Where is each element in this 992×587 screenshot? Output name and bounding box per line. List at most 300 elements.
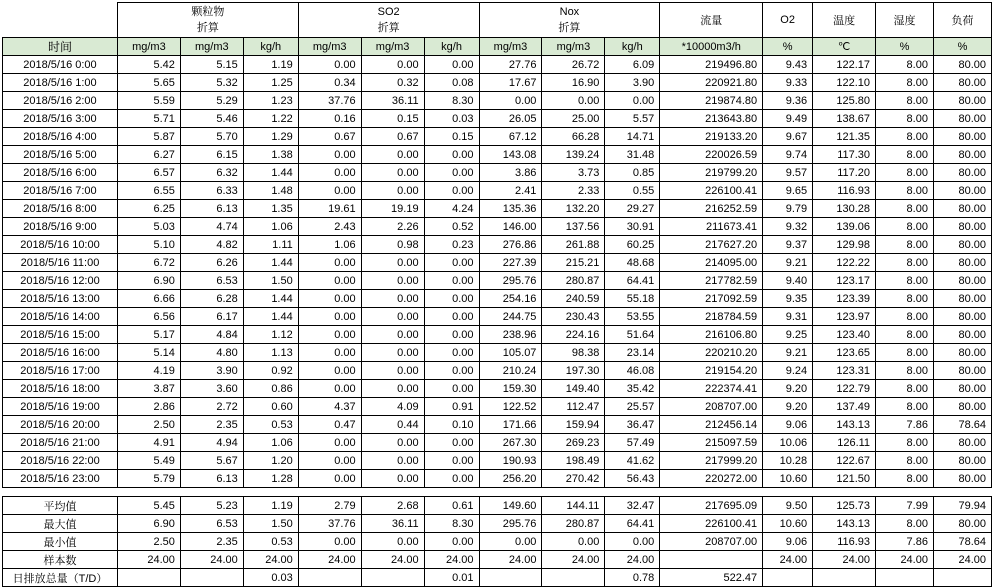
cell-value: 80.00 <box>933 362 991 380</box>
summary-value: 24.00 <box>542 551 605 569</box>
cell-value: 98.38 <box>542 344 605 362</box>
cell-value: 1.29 <box>243 128 298 146</box>
cell-value: 0.00 <box>298 470 361 488</box>
cell-value: 0.92 <box>243 362 298 380</box>
cell-time: 2018/5/16 13:00 <box>3 290 118 308</box>
cell-value: 123.97 <box>813 308 876 326</box>
cell-value: 0.52 <box>424 218 479 236</box>
cell-value: 1.06 <box>243 218 298 236</box>
group-header-o2: O2 <box>763 3 813 38</box>
cell-value: 2.35 <box>180 416 243 434</box>
cell-value: 36.11 <box>361 92 424 110</box>
group-header-row <box>3 3 992 38</box>
cell-time: 2018/5/16 23:00 <box>3 470 118 488</box>
cell-value: 0.00 <box>361 380 424 398</box>
cell-value: 8.00 <box>876 290 934 308</box>
cell-value: 9.67 <box>763 128 813 146</box>
summary-value: 7.99 <box>876 497 934 515</box>
cell-value: 0.00 <box>298 254 361 272</box>
cell-value: 80.00 <box>933 290 991 308</box>
daily-total-value: 0.78 <box>605 569 660 587</box>
cell-value: 2.50 <box>117 416 180 434</box>
cell-value: 6.13 <box>180 200 243 218</box>
summary-rows <box>3 497 992 587</box>
cell-value: 0.00 <box>298 380 361 398</box>
cell-time: 2018/5/16 8:00 <box>3 200 118 218</box>
cell-value: 25.57 <box>605 398 660 416</box>
cell-value: 1.20 <box>243 452 298 470</box>
cell-value: 56.43 <box>605 470 660 488</box>
cell-value: 295.76 <box>479 272 542 290</box>
cell-value: 4.80 <box>180 344 243 362</box>
summary-value: 143.13 <box>813 515 876 533</box>
cell-value: 4.09 <box>361 398 424 416</box>
cell-value: 0.00 <box>424 164 479 182</box>
cell-value: 6.13 <box>180 470 243 488</box>
cell-value: 5.87 <box>117 128 180 146</box>
cell-value: 1.35 <box>243 200 298 218</box>
cell-value: 9.35 <box>763 290 813 308</box>
cell-value: 36.47 <box>605 416 660 434</box>
column-header-unit-3: kg/h <box>243 38 298 56</box>
table-row <box>3 344 992 362</box>
cell-value: 0.53 <box>243 416 298 434</box>
spacer-cell <box>3 488 992 497</box>
cell-value: 37.76 <box>298 92 361 110</box>
summary-value <box>660 551 763 569</box>
cell-value: 122.10 <box>813 74 876 92</box>
cell-value: 8.00 <box>876 308 934 326</box>
cell-value: 0.00 <box>298 452 361 470</box>
cell-value: 208707.00 <box>660 398 763 416</box>
cell-value: 238.96 <box>479 326 542 344</box>
summary-value: 78.64 <box>933 533 991 551</box>
cell-value: 139.24 <box>542 146 605 164</box>
cell-value: 0.00 <box>424 272 479 290</box>
cell-time: 2018/5/16 6:00 <box>3 164 118 182</box>
cell-value: 261.88 <box>542 236 605 254</box>
cell-value: 222374.41 <box>660 380 763 398</box>
cell-value: 219133.20 <box>660 128 763 146</box>
cell-value: 190.93 <box>479 452 542 470</box>
cell-value: 9.74 <box>763 146 813 164</box>
cell-value: 126.11 <box>813 434 876 452</box>
cell-value: 138.67 <box>813 110 876 128</box>
cell-value: 9.31 <box>763 308 813 326</box>
cell-value: 9.20 <box>763 398 813 416</box>
cell-value: 269.23 <box>542 434 605 452</box>
cell-value: 80.00 <box>933 452 991 470</box>
cell-value: 1.48 <box>243 182 298 200</box>
cell-value: 5.32 <box>180 74 243 92</box>
cell-time: 2018/5/16 10:00 <box>3 236 118 254</box>
cell-value: 0.00 <box>424 344 479 362</box>
cell-time: 2018/5/16 1:00 <box>3 74 118 92</box>
daily-total-value <box>813 569 876 587</box>
summary-value: 5.45 <box>117 497 180 515</box>
cell-value: 8.00 <box>876 434 934 452</box>
cell-value: 57.49 <box>605 434 660 452</box>
cell-value: 4.94 <box>180 434 243 452</box>
cell-value: 1.06 <box>298 236 361 254</box>
column-header-unit-13: % <box>876 38 934 56</box>
cell-value: 9.25 <box>763 326 813 344</box>
cell-value: 8.00 <box>876 272 934 290</box>
cell-value: 226100.41 <box>660 182 763 200</box>
daily-total-value <box>933 569 991 587</box>
cell-value: 1.23 <box>243 92 298 110</box>
summary-value: 280.87 <box>542 515 605 533</box>
cell-value: 220272.00 <box>660 470 763 488</box>
cell-value: 2.86 <box>117 398 180 416</box>
group-header-load: 负荷 <box>933 3 991 38</box>
column-header-unit-4: mg/m3 <box>298 38 361 56</box>
cell-value: 6.27 <box>117 146 180 164</box>
cell-value: 227.39 <box>479 254 542 272</box>
cell-value: 0.00 <box>298 272 361 290</box>
cell-value: 4.24 <box>424 200 479 218</box>
table-row <box>3 452 992 470</box>
cell-value: 0.00 <box>361 308 424 326</box>
cell-value: 0.00 <box>424 56 479 74</box>
cell-value: 80.00 <box>933 56 991 74</box>
cell-time: 2018/5/16 14:00 <box>3 308 118 326</box>
cell-value: 5.42 <box>117 56 180 74</box>
cell-time: 2018/5/16 18:00 <box>3 380 118 398</box>
summary-value: 6.53 <box>180 515 243 533</box>
column-header-unit-2: mg/m3 <box>180 38 243 56</box>
cell-value: 80.00 <box>933 110 991 128</box>
cell-value: 6.55 <box>117 182 180 200</box>
cell-value: 9.49 <box>763 110 813 128</box>
cell-time: 2018/5/16 0:00 <box>3 56 118 74</box>
column-header-unit-1: mg/m3 <box>117 38 180 56</box>
cell-value: 80.00 <box>933 182 991 200</box>
cell-value: 6.66 <box>117 290 180 308</box>
cell-value: 217999.20 <box>660 452 763 470</box>
group-header-blank <box>3 3 118 38</box>
cell-time: 2018/5/16 17:00 <box>3 362 118 380</box>
cell-value: 121.50 <box>813 470 876 488</box>
table-row <box>3 416 992 434</box>
group-header-flow: 流量 <box>660 3 763 38</box>
summary-value: 226100.41 <box>660 515 763 533</box>
group-name-so2: SO2 <box>377 6 400 18</box>
group-name-nox: Nox <box>559 6 580 18</box>
cell-time: 2018/5/16 16:00 <box>3 344 118 362</box>
summary-value: 24.00 <box>933 551 991 569</box>
cell-value: 0.00 <box>424 308 479 326</box>
cell-value: 5.14 <box>117 344 180 362</box>
cell-value: 6.25 <box>117 200 180 218</box>
cell-value: 270.42 <box>542 470 605 488</box>
cell-value: 3.60 <box>180 380 243 398</box>
cell-value: 5.71 <box>117 110 180 128</box>
cell-value: 80.00 <box>933 236 991 254</box>
cell-value: 55.18 <box>605 290 660 308</box>
daily-total-value <box>763 569 813 587</box>
summary-value: 125.73 <box>813 497 876 515</box>
summary-value: 24.00 <box>424 551 479 569</box>
cell-value: 4.19 <box>117 362 180 380</box>
column-header-unit-12: ℃ <box>813 38 876 56</box>
cell-value: 1.22 <box>243 110 298 128</box>
cell-value: 1.44 <box>243 164 298 182</box>
cell-value: 276.86 <box>479 236 542 254</box>
cell-value: 267.30 <box>479 434 542 452</box>
cell-value: 9.24 <box>763 362 813 380</box>
cell-value: 3.73 <box>542 164 605 182</box>
cell-value: 6.72 <box>117 254 180 272</box>
cell-value: 67.12 <box>479 128 542 146</box>
daily-total-value <box>876 569 934 587</box>
cell-value: 80.00 <box>933 146 991 164</box>
cell-value: 80.00 <box>933 272 991 290</box>
cell-value: 6.28 <box>180 290 243 308</box>
cell-value: 2.72 <box>180 398 243 416</box>
cell-value: 219154.20 <box>660 362 763 380</box>
cell-value: 8.00 <box>876 344 934 362</box>
cell-value: 9.43 <box>763 56 813 74</box>
cell-value: 0.00 <box>298 326 361 344</box>
cell-value: 1.44 <box>243 308 298 326</box>
cell-value: 8.00 <box>876 380 934 398</box>
cell-value: 0.67 <box>361 128 424 146</box>
summary-value: 2.68 <box>361 497 424 515</box>
cell-value: 0.00 <box>424 290 479 308</box>
summary-value: 2.50 <box>117 533 180 551</box>
cell-value: 0.00 <box>542 92 605 110</box>
cell-value: 0.00 <box>424 434 479 452</box>
cell-value: 159.94 <box>542 416 605 434</box>
daily-total-value: 0.03 <box>243 569 298 587</box>
cell-value: 0.00 <box>361 344 424 362</box>
cell-value: 0.44 <box>361 416 424 434</box>
cell-value: 5.49 <box>117 452 180 470</box>
cell-value: 9.65 <box>763 182 813 200</box>
cell-value: 9.37 <box>763 236 813 254</box>
cell-value: 1.44 <box>243 254 298 272</box>
cell-value: 4.84 <box>180 326 243 344</box>
cell-value: 1.11 <box>243 236 298 254</box>
cell-value: 5.10 <box>117 236 180 254</box>
summary-value: 0.00 <box>298 533 361 551</box>
group-header-so2 <box>298 3 479 38</box>
cell-value: 146.00 <box>479 218 542 236</box>
summary-value: 80.00 <box>933 515 991 533</box>
summary-value: 9.06 <box>763 533 813 551</box>
cell-value: 122.22 <box>813 254 876 272</box>
summary-row <box>3 515 992 533</box>
cell-time: 2018/5/16 15:00 <box>3 326 118 344</box>
cell-value: 17.67 <box>479 74 542 92</box>
cell-value: 117.30 <box>813 146 876 164</box>
cell-value: 80.00 <box>933 200 991 218</box>
cell-value: 9.06 <box>763 416 813 434</box>
cell-value: 0.00 <box>424 254 479 272</box>
group-header-nox <box>479 3 660 38</box>
summary-value: 24.00 <box>876 551 934 569</box>
cell-value: 123.65 <box>813 344 876 362</box>
cell-value: 0.00 <box>605 92 660 110</box>
cell-value: 8.00 <box>876 218 934 236</box>
table-row <box>3 218 992 236</box>
cell-value: 41.62 <box>605 452 660 470</box>
cell-value: 0.00 <box>361 146 424 164</box>
cell-value: 27.76 <box>479 56 542 74</box>
cell-value: 135.36 <box>479 200 542 218</box>
column-header-unit-5: mg/m3 <box>361 38 424 56</box>
cell-value: 80.00 <box>933 434 991 452</box>
cell-value: 23.14 <box>605 344 660 362</box>
cell-value: 14.71 <box>605 128 660 146</box>
summary-row <box>3 551 992 569</box>
cell-value: 1.44 <box>243 290 298 308</box>
summary-value: 0.61 <box>424 497 479 515</box>
cell-value: 0.00 <box>361 470 424 488</box>
cell-value: 0.67 <box>298 128 361 146</box>
cell-value: 215097.59 <box>660 434 763 452</box>
table-row <box>3 182 992 200</box>
cell-value: 6.53 <box>180 272 243 290</box>
cell-value: 217627.20 <box>660 236 763 254</box>
cell-value: 6.90 <box>117 272 180 290</box>
cell-value: 9.32 <box>763 218 813 236</box>
column-header-unit-7: mg/m3 <box>479 38 542 56</box>
cell-value: 143.13 <box>813 416 876 434</box>
cell-value: 6.17 <box>180 308 243 326</box>
summary-label: 样本数 <box>3 551 118 569</box>
cell-value: 80.00 <box>933 308 991 326</box>
summary-value: 217695.09 <box>660 497 763 515</box>
cell-value: 198.49 <box>542 452 605 470</box>
cell-time: 2018/5/16 2:00 <box>3 92 118 110</box>
cell-value: 1.38 <box>243 146 298 164</box>
summary-value: 0.00 <box>424 533 479 551</box>
cell-time: 2018/5/16 20:00 <box>3 416 118 434</box>
summary-value: 10.60 <box>763 515 813 533</box>
cell-value: 240.59 <box>542 290 605 308</box>
cell-value: 117.20 <box>813 164 876 182</box>
cell-value: 3.90 <box>605 74 660 92</box>
cell-value: 116.93 <box>813 182 876 200</box>
cell-value: 6.32 <box>180 164 243 182</box>
column-header-unit-10: *10000m3/h <box>660 38 763 56</box>
column-header-time: 时间 <box>3 38 118 56</box>
cell-time: 2018/5/16 4:00 <box>3 128 118 146</box>
table-row <box>3 290 992 308</box>
cell-value: 8.00 <box>876 452 934 470</box>
cell-value: 6.15 <box>180 146 243 164</box>
cell-value: 0.00 <box>298 56 361 74</box>
cell-value: 0.00 <box>298 146 361 164</box>
cell-value: 5.79 <box>117 470 180 488</box>
cell-value: 216106.80 <box>660 326 763 344</box>
cell-value: 0.00 <box>361 326 424 344</box>
table-row <box>3 92 992 110</box>
table-row <box>3 308 992 326</box>
cell-value: 0.55 <box>605 182 660 200</box>
cell-value: 8.00 <box>876 146 934 164</box>
cell-time: 2018/5/16 5:00 <box>3 146 118 164</box>
cell-value: 5.29 <box>180 92 243 110</box>
table-spacer <box>3 488 992 497</box>
cell-value: 80.00 <box>933 128 991 146</box>
cell-value: 80.00 <box>933 218 991 236</box>
cell-value: 149.40 <box>542 380 605 398</box>
daily-total-value <box>180 569 243 587</box>
cell-value: 8.00 <box>876 254 934 272</box>
cell-value: 3.90 <box>180 362 243 380</box>
cell-value: 30.91 <box>605 218 660 236</box>
summary-value: 0.00 <box>542 533 605 551</box>
cell-value: 130.28 <box>813 200 876 218</box>
summary-label: 平均值 <box>3 497 118 515</box>
cell-value: 5.65 <box>117 74 180 92</box>
cell-value: 220921.80 <box>660 74 763 92</box>
cell-value: 215.21 <box>542 254 605 272</box>
cell-value: 122.79 <box>813 380 876 398</box>
summary-value: 24.00 <box>180 551 243 569</box>
summary-value: 2.79 <box>298 497 361 515</box>
cell-value: 122.52 <box>479 398 542 416</box>
cell-value: 8.00 <box>876 236 934 254</box>
cell-value: 80.00 <box>933 398 991 416</box>
cell-value: 0.00 <box>424 452 479 470</box>
cell-value: 8.30 <box>424 92 479 110</box>
cell-value: 8.00 <box>876 200 934 218</box>
cell-value: 9.20 <box>763 380 813 398</box>
summary-value: 24.00 <box>298 551 361 569</box>
cell-value: 2.43 <box>298 218 361 236</box>
cell-value: 0.15 <box>424 128 479 146</box>
summary-row <box>3 533 992 551</box>
cell-value: 19.19 <box>361 200 424 218</box>
summary-value: 2.35 <box>180 533 243 551</box>
column-header-unit-11: % <box>763 38 813 56</box>
cell-value: 3.87 <box>117 380 180 398</box>
cell-value: 211673.41 <box>660 218 763 236</box>
cell-value: 9.21 <box>763 344 813 362</box>
summary-value: 24.00 <box>479 551 542 569</box>
cell-value: 5.15 <box>180 56 243 74</box>
daily-total-label: 日排放总量（T/D） <box>3 569 118 587</box>
cell-value: 10.28 <box>763 452 813 470</box>
cell-value: 0.00 <box>298 182 361 200</box>
cell-value: 212456.14 <box>660 416 763 434</box>
cell-value: 6.09 <box>605 56 660 74</box>
data-rows <box>3 56 992 488</box>
summary-value: 24.00 <box>813 551 876 569</box>
cell-value: 0.00 <box>298 290 361 308</box>
cell-value: 5.57 <box>605 110 660 128</box>
cell-value: 0.00 <box>361 182 424 200</box>
cell-value: 4.37 <box>298 398 361 416</box>
cell-value: 0.00 <box>298 434 361 452</box>
cell-value: 219874.80 <box>660 92 763 110</box>
cell-value: 53.55 <box>605 308 660 326</box>
summary-row <box>3 497 992 515</box>
summary-value: 0.53 <box>243 533 298 551</box>
cell-value: 5.67 <box>180 452 243 470</box>
summary-value: 24.00 <box>605 551 660 569</box>
cell-value: 80.00 <box>933 326 991 344</box>
cell-value: 6.26 <box>180 254 243 272</box>
cell-value: 5.17 <box>117 326 180 344</box>
daily-total-value: 0.01 <box>424 569 479 587</box>
cell-value: 4.91 <box>117 434 180 452</box>
cell-value: 0.00 <box>424 380 479 398</box>
